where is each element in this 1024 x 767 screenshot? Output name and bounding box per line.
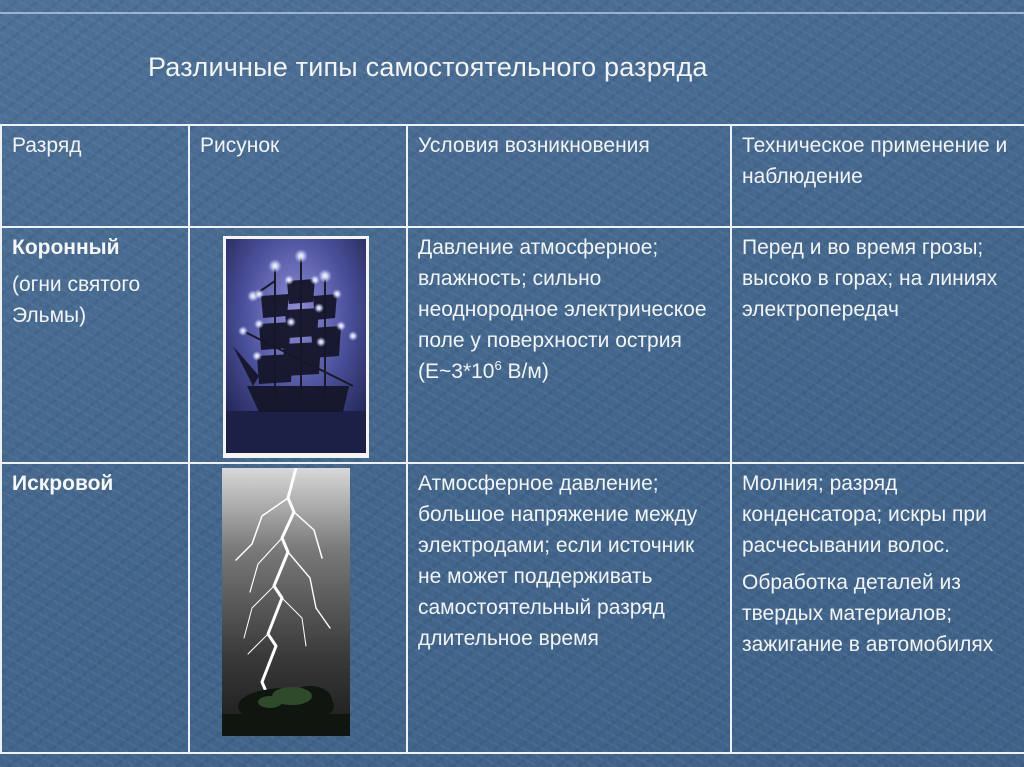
cell-conditions (407, 463, 731, 753)
cell-application (731, 463, 1024, 753)
header-picture: Рисунок (189, 125, 407, 227)
table-header-row (1, 125, 1024, 227)
application-text: Перед и во время грозы; высоко в горах; на линиях электропередач (742, 236, 998, 321)
discharge-name: Коронный (12, 236, 120, 259)
header-application: Техническое применение и наблюдение (731, 125, 1024, 227)
table-row-spark (1, 463, 1024, 753)
cell-application (731, 227, 1024, 463)
lightning-picture (222, 468, 350, 736)
conditions-tail: В/м) (501, 360, 549, 383)
conditions-text: Давление атмосферное; влажность; сильно неоднородное электрическое поле у поверхности острия (Е~3*10 (418, 236, 707, 383)
slide-title: Различные типы самостоятельного разряда (148, 52, 708, 82)
ship-picture (223, 236, 369, 458)
header-conditions: Условия возникновения (407, 125, 731, 227)
application-text-2: Обработка деталей из твердых материалов; зажигание в автомобилях (742, 571, 994, 656)
cell-discharge-name (1, 463, 189, 753)
conditions-text: Атмосферное давление; большое напряжение между электродами; если источник не может поддерживать самостоятельный разряд длительное время (418, 472, 698, 650)
application-text: Молния; разряд конденсатора; искры при расчесывании волос. (742, 472, 987, 557)
lightning-bolt-icon (222, 468, 350, 736)
sailing-ship-icon (223, 236, 369, 458)
cell-picture (189, 463, 407, 753)
conditions-exponent: 6 (494, 358, 502, 373)
top-rule (0, 12, 1024, 14)
discharge-name: Искровой (12, 472, 114, 495)
discharge-table (0, 124, 1024, 754)
header-discharge: Разряд (1, 125, 189, 227)
cell-discharge-name (1, 227, 189, 463)
cell-picture (189, 227, 407, 463)
cell-conditions (407, 227, 731, 463)
table-row-corona (1, 227, 1024, 463)
discharge-subname: (огни святого Эльмы) (12, 273, 141, 327)
